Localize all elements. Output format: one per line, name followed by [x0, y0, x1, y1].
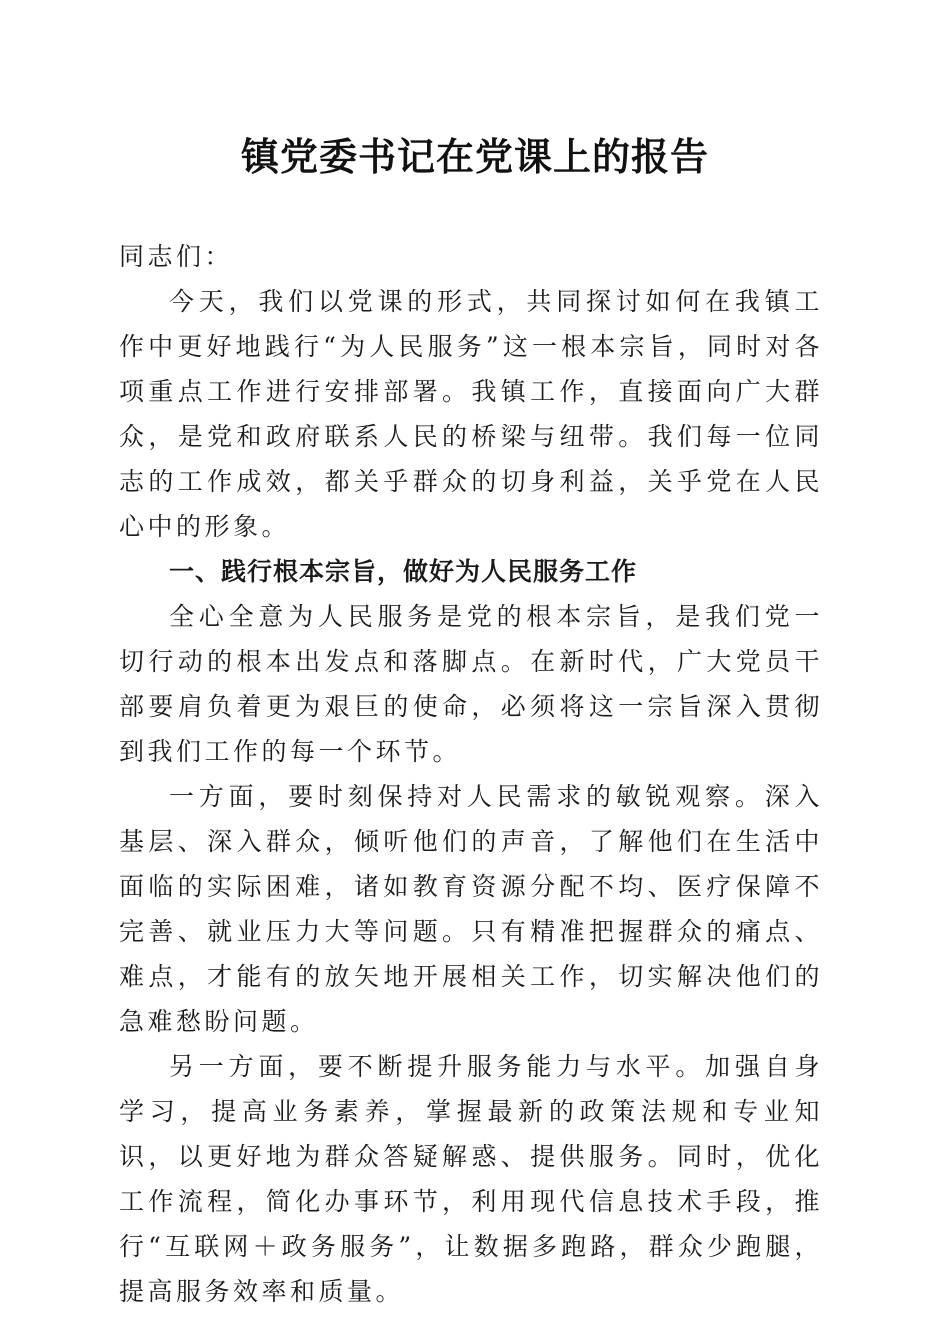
section-heading-1: 一、践行根本宗旨，做好为人民服务工作 [169, 557, 638, 586]
paragraph-intro: 今天，我们以党课的形式，共同探讨如何在我镇工作中更好地践行“为人民服务”这一根本宗旨，同时对各项重点工作进行安排部署。我镇工作，直接面向广大群众，是党和政府联系人民的桥梁与纽带。我们每一位同志的工作成效，都关乎群众的切身利益，关乎党在人民心中的形象。 [119, 287, 823, 541]
paragraph-first-aspect: 一方面，要时刻保持对人民需求的敏锐观察。深入基层、深入群众，倾听他们的声音，了解他们在生活中面临的实际困难，诸如教育资源分配不均、医疗保障不完善、就业压力大等问题。只有精准把握群众的痛点、难点，才能有的放矢地开展相关工作，切实解决他们的急难愁盼问题。 [119, 782, 823, 1036]
document-title: 镇党委书记在党课上的报告 [240, 134, 709, 179]
paragraph-purpose: 全心全意为人民服务是党的根本宗旨，是我们党一切行动的根本出发点和落脚点。在新时代，广大党员干部要肩负着更为艰巨的使命，必须将这一宗旨深入贯彻到我们工作的每一个环节。 [119, 602, 823, 766]
paragraph-second-aspect: 另一方面，要不断提升服务能力与水平。加强自身学习，提高业务素养，掌握最新的政策法规和专业知识，以更好地为群众答疑解惑、提供服务。同时，优化工作流程，简化办事环节，利用现代信息技术手段，推行“互联网＋政务服务”，让数据多跑路，群众少跑腿，提高服务效率和质量。 [119, 1052, 823, 1306]
salutation: 同志们： [119, 242, 234, 271]
document-body [119, 234, 823, 1314]
